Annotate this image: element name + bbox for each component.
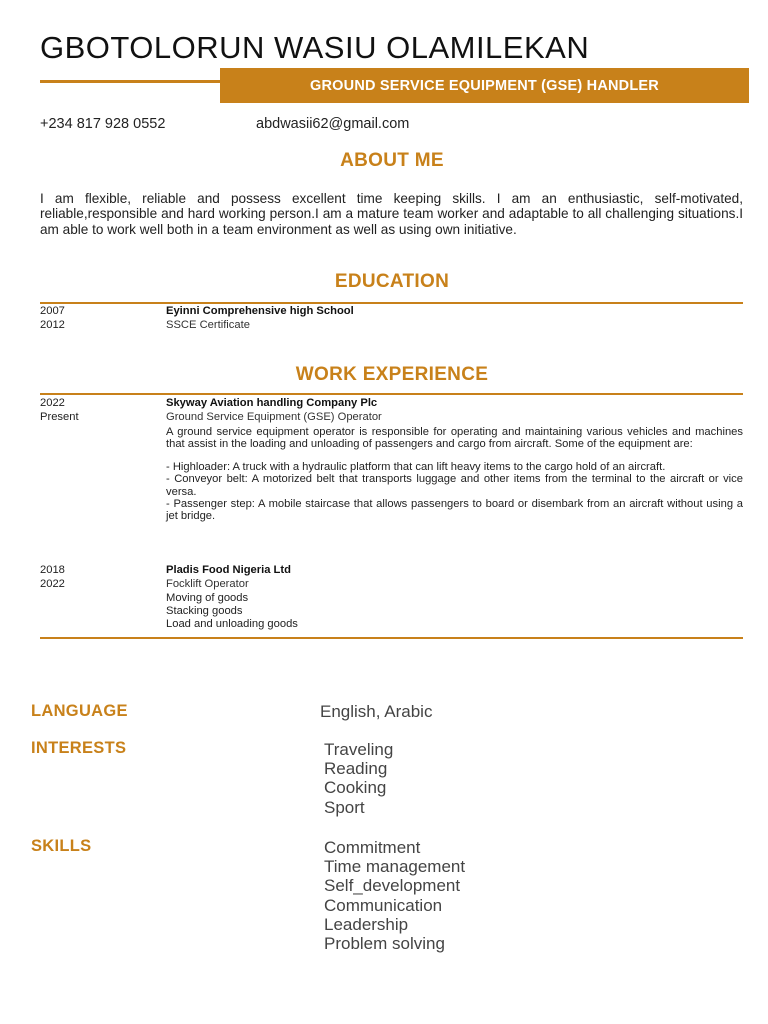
education-start-year: 2007 — [40, 305, 65, 317]
job1-start-year: 2022 — [40, 397, 65, 409]
job2-company: Pladis Food Nigeria Ltd — [166, 564, 291, 576]
email-address: abdwasii62@gmail.com — [256, 116, 410, 132]
interest-item: Cooking — [324, 778, 387, 798]
interest-item: Reading — [324, 759, 388, 779]
job1-equipment-item: - Passenger step: A mobile staircase that allows passengers to board or disembark from an aircraft without using a jet bridge. — [166, 498, 743, 523]
job1-role: Ground Service Equipment (GSE) Operator — [166, 411, 382, 423]
interests-list — [324, 740, 393, 817]
about-heading: ABOUT ME — [340, 150, 444, 171]
education-end-year: 2012 — [40, 319, 65, 331]
interests-heading: INTERESTS — [31, 739, 127, 757]
skill-item: Leadership — [324, 914, 409, 934]
interest-item: Sport — [324, 797, 365, 817]
job1-description: A ground service equipment operator is responsible for operating and maintaining various vehicles and machines that assist in the loading and unloading of passengers and cargo from aircraft. Some of the equipment are: — [166, 426, 743, 451]
job2-duty: Load and unloading goods — [166, 618, 298, 630]
job1-equipment-item: - Highloader: A truck with a hydraulic platform that can lift heavy items to the cargo hold of an aircraft. — [166, 460, 666, 473]
about-text: I am flexible, reliable and possess excellent time keeping skills. I am an enthusiastic, self-motivated, reliable,responsible and hard working person.I am a mature team worker and adaptable to all challenging situations.I am able to work well both in a team environment as well as using own initiative. — [40, 191, 743, 237]
job2-start-year: 2018 — [40, 564, 65, 576]
education-heading: EDUCATION — [334, 271, 450, 292]
skill-item: Commitment — [324, 838, 421, 857]
candidate-name: GBOTOLORUN WASIU OLAMILEKAN — [40, 30, 590, 65]
job2-duty: Stacking goods — [166, 605, 243, 617]
school-name: Eyinni Comprehensive high School — [166, 305, 354, 317]
work-divider-bottom — [40, 637, 743, 639]
job1-equipment-item: - Conveyor belt: A motorized belt that transports luggage and other items from the terminal to the aircraft or vice versa. — [166, 473, 743, 498]
skill-item: Self_development — [324, 876, 461, 896]
skill-item: Time management — [324, 857, 466, 877]
language-value: English, Arabic — [320, 702, 433, 721]
skills-list — [324, 838, 465, 953]
job1-company: Skyway Aviation handling Company Plc — [166, 397, 378, 409]
skill-item: Communication — [324, 895, 443, 915]
job1-description-block — [166, 426, 743, 523]
skill-item: Problem solving — [324, 934, 445, 954]
job-title: GROUND SERVICE EQUIPMENT (GSE) HANDLER — [310, 77, 659, 94]
work-heading: WORK EXPERIENCE — [295, 364, 489, 385]
job2-end-year: 2022 — [40, 578, 65, 590]
work-divider-top — [40, 393, 743, 395]
certificate-name: SSCE Certificate — [166, 319, 250, 331]
job1-end-year: Present — [40, 411, 79, 423]
phone-number: +234 817 928 0552 — [40, 116, 166, 132]
job2-role: Focklift Operator — [166, 578, 249, 590]
skills-heading: SKILLS — [31, 837, 92, 855]
language-heading: LANGUAGE — [31, 702, 128, 720]
job-title-band — [220, 68, 749, 103]
interest-item: Traveling — [324, 740, 394, 759]
job2-duty: Moving of goods — [166, 592, 249, 604]
education-divider-top — [40, 302, 743, 304]
